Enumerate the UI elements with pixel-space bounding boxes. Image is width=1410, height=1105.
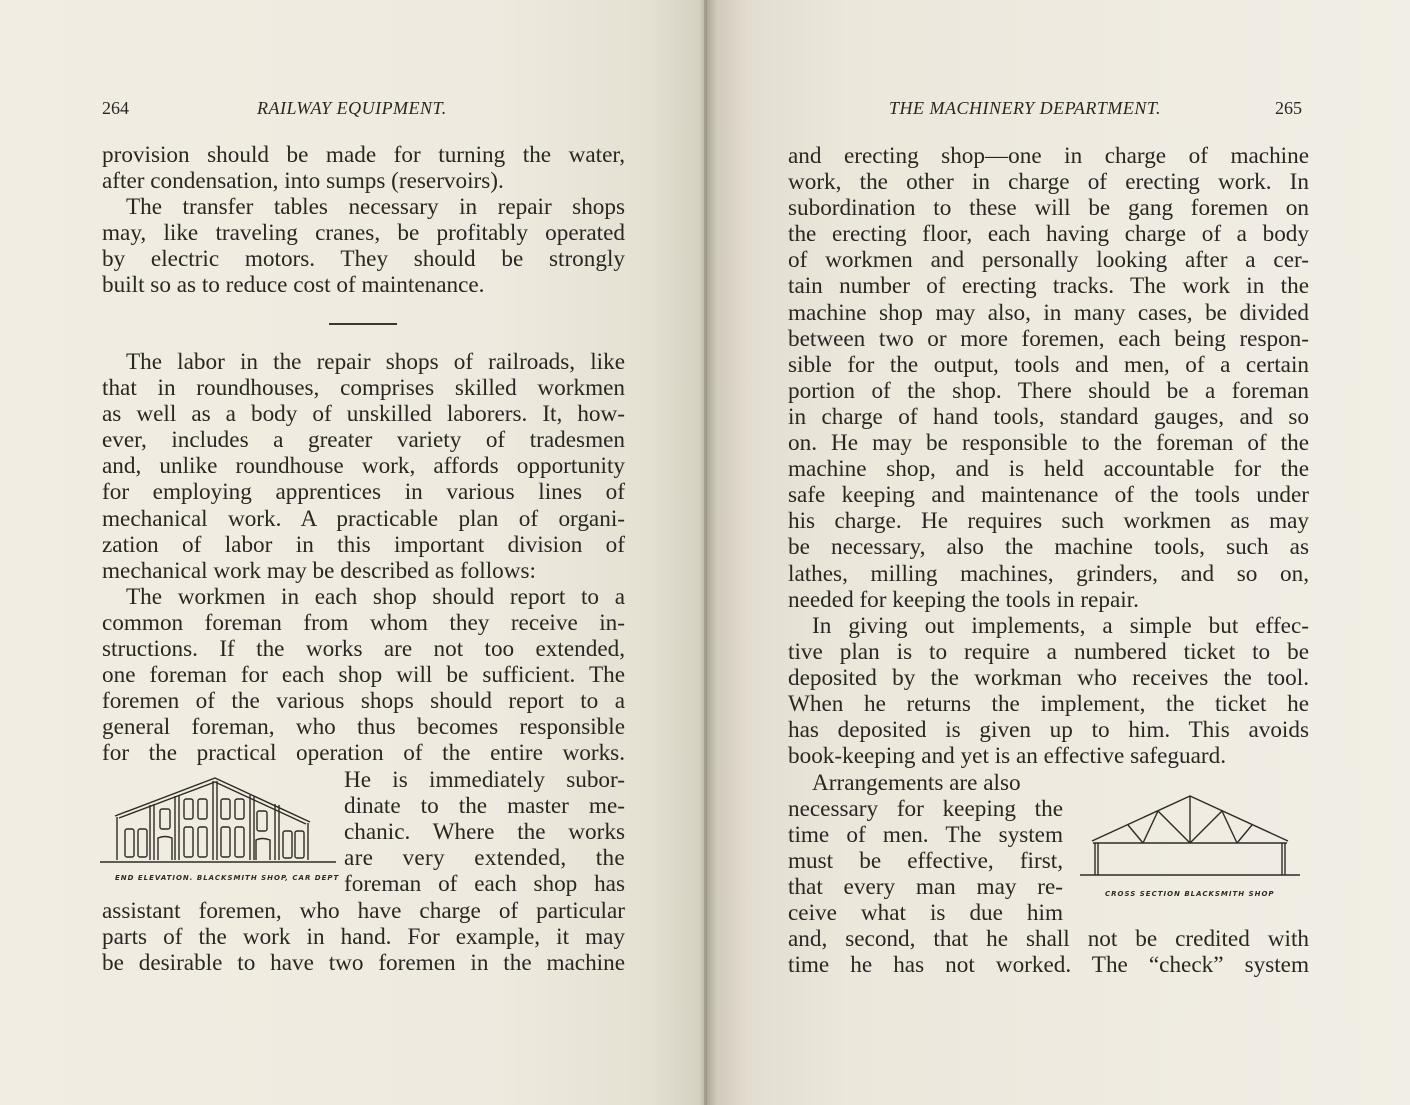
text-line: in charge of hand tools, standard gauges, and so: [788, 403, 1309, 430]
end-elevation-figure: [100, 774, 336, 866]
figure-caption-right: CROSS SECTION BLACKSMITH SHOP: [1105, 890, 1275, 898]
left-wrap-text: [344, 767, 625, 897]
left-text-middle: [102, 349, 625, 767]
text-line: The transfer tables necessary in repair shops: [126, 194, 625, 221]
text-line: time he has not worked. The “check” system: [788, 952, 1309, 979]
text-line: common foreman from whom they receive in-: [102, 609, 625, 636]
text-line: safe keeping and maintenance of the tools under: [788, 482, 1309, 509]
text-line: The labor in the repair shops of railroads, like: [126, 349, 625, 375]
text-line: and, unlike roundhouse work, affords opportunity: [102, 453, 625, 480]
text-line: work, the other in charge of erecting work. In: [788, 169, 1309, 196]
text-line: In giving out implements, a simple but effec-: [812, 612, 1309, 639]
text-line: portion of the shop. There should be a foreman: [788, 377, 1309, 404]
text-line: foreman of each shop has: [344, 871, 625, 898]
text-line: built so as to reduce cost of maintenance.: [102, 272, 485, 299]
text-line: Arrangements are also: [812, 770, 1021, 796]
text-line: that every man may re-: [788, 874, 1063, 901]
text-line: that in roundhouses, comprises skilled workmen: [102, 375, 625, 402]
text-line: lathes, milling machines, grinders, and so on,: [788, 560, 1309, 587]
text-line: tain number of erecting tracks. The work in the: [788, 273, 1309, 300]
text-line: time of men. The system: [788, 822, 1063, 849]
text-line: book-keeping and yet is an effective safeguard.: [788, 743, 1227, 770]
text-line: has deposited is given up to him. This avoids: [788, 717, 1309, 744]
text-line: tive plan is to require a numbered ticket to be: [788, 638, 1309, 665]
text-line: machine shop, and is held accountable for the: [788, 456, 1309, 483]
text-line: provision should be made for turning the water,: [102, 142, 625, 168]
text-line: needed for keeping the tools in repair.: [788, 586, 1139, 613]
text-line: The workmen in each shop should report to a: [126, 583, 625, 610]
right-text-bottom: [788, 926, 1309, 978]
text-line: by electric motors. They should be strongly: [102, 246, 625, 273]
text-line: be necessary, also the machine tools, such as: [788, 534, 1309, 561]
right-wrap-text: [788, 770, 1063, 927]
running-head-right: THE MACHINERY DEPARTMENT.: [889, 98, 1162, 118]
left-text-bottom: [102, 898, 625, 976]
page-number-left: 264: [102, 98, 129, 118]
text-line: dinate to the master me-: [344, 793, 625, 820]
text-line: and, second, that he shall not be credited with: [788, 926, 1309, 952]
text-line: mechanical work may be described as follows:: [102, 557, 536, 584]
text-line: necessary for keeping the: [788, 796, 1063, 823]
text-line: ever, includes a greater variety of tradesmen: [102, 427, 625, 454]
section-divider: [329, 323, 397, 325]
text-line: the erecting floor, each having charge of a body: [788, 221, 1309, 248]
text-line: of workmen and personally looking after a cer-: [788, 247, 1309, 274]
text-line: for the practical operation of the entire works.: [102, 740, 625, 767]
text-line: are very extended, the: [344, 845, 625, 872]
text-line: and erecting shop—one in charge of machine: [788, 143, 1309, 169]
text-line: structions. If the works are not too extended,: [102, 636, 625, 663]
text-line: general foreman, who thus becomes responsible: [102, 714, 625, 741]
text-line: parts of the work in hand. For example, it may: [102, 924, 625, 951]
book-gutter: [704, 0, 707, 1105]
text-line: zation of labor in this important division of: [102, 531, 625, 558]
text-line: He is immediately subor-: [344, 767, 625, 793]
text-line: for employing apprentices in various lines of: [102, 479, 625, 506]
text-line: must be effective, first,: [788, 848, 1063, 875]
running-head-left: RAILWAY EQUIPMENT.: [257, 98, 447, 118]
text-line: be desirable to have two foremen in the machine: [102, 950, 625, 977]
text-line: as well as a body of unskilled laborers. It, how-: [102, 401, 625, 428]
text-line: subordination to these will be gang foremen on: [788, 195, 1309, 222]
text-line: after condensation, into sumps (reservoirs).: [102, 168, 504, 195]
page-number-right: 265: [1275, 98, 1302, 118]
figure-caption-left: END ELEVATION. BLACKSMITH SHOP, CAR DEPT: [115, 874, 340, 882]
text-line: machine shop may also, in many cases, be divided: [788, 299, 1309, 326]
text-line: one foreman for each shop will be sufficient. The: [102, 662, 625, 689]
text-line: When he returns the implement, the ticket he: [788, 690, 1309, 717]
text-line: assistant foremen, who have charge of particular: [102, 898, 625, 924]
text-line: foremen of the various shops should report to a: [102, 688, 625, 715]
text-line: his charge. He requires such workmen as may: [788, 508, 1309, 535]
text-line: mechanical work. A practicable plan of organi-: [102, 505, 625, 532]
left-text-top: [102, 142, 625, 299]
text-line: sible for the output, tools and men, of a certain: [788, 351, 1309, 378]
text-line: ceive what is due him: [788, 900, 1063, 927]
text-line: on. He may be responsible to the foreman of the: [788, 430, 1309, 457]
text-line: deposited by the workman who receives the tool.: [788, 664, 1309, 691]
right-text-top: [788, 143, 1309, 769]
text-line: between two or more foremen, each being respon-: [788, 325, 1309, 352]
text-line: chanic. Where the works: [344, 819, 625, 846]
cross-section-figure: [1080, 792, 1300, 878]
text-line: may, like traveling cranes, be profitably operated: [102, 220, 625, 247]
